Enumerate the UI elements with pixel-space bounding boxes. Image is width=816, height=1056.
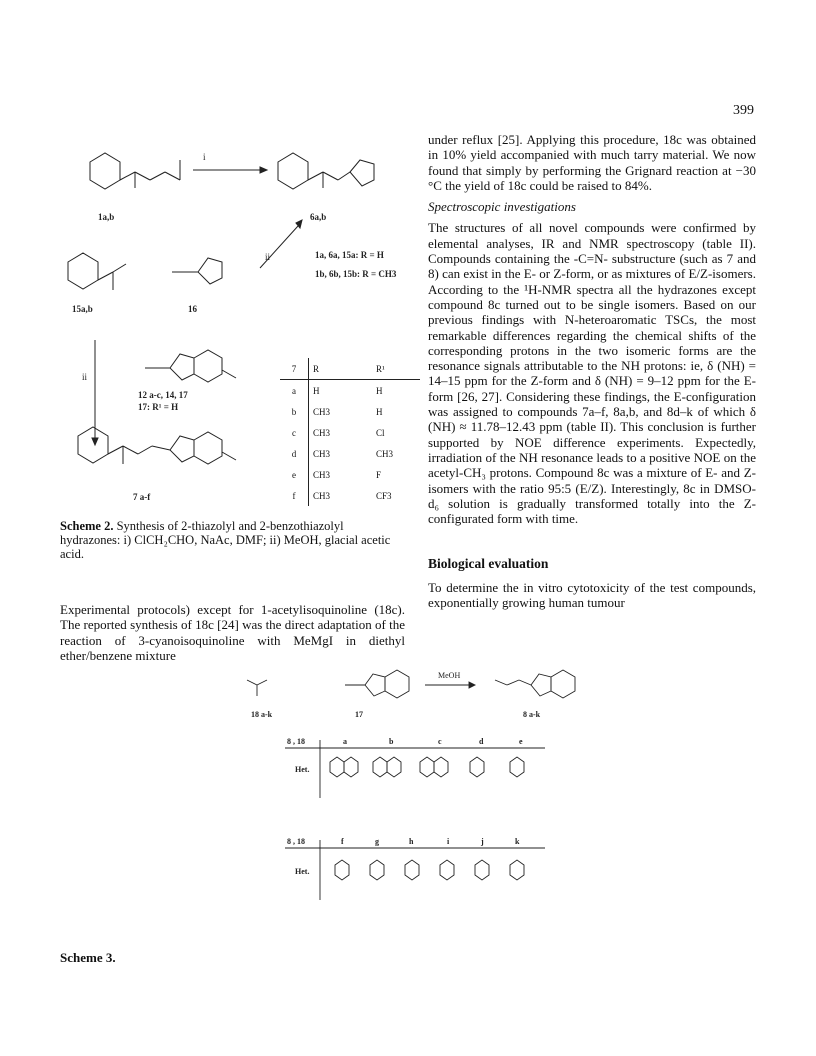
row1-header: 8 , 18 xyxy=(287,737,305,746)
compound-1ab-label: 1a,b xyxy=(98,212,115,222)
table-cell: CH3 xyxy=(376,448,394,459)
amine-label-1: 12 a-c, 14, 17 xyxy=(138,390,188,400)
col-i: i xyxy=(447,837,450,846)
bio-heading: Biological evaluation xyxy=(428,556,549,572)
step-i-label: i xyxy=(203,152,206,162)
legend-a: 1a, 6a, 15a: R = H xyxy=(315,250,384,260)
col-e: e xyxy=(519,737,523,746)
spectro-paragraph: The structures of all novel compounds were confirmed by elemental analyses, IR and NMR spectroscopy (table II). Compounds containing the -C=N- substructure (such as 7 and 8) can exist in the E- or Z-form, or as mixtures of E/Z-isomers. According to the ¹H-NMR spectra all the hydrazones except compound 8c turned out to be single isomers. Based on our previous findings with N-heteroaromatic TSCs, the most remarkable differences regarding the chemical shifts of the corresponding protons in the two isomeric forms are the resonance signals attributable to the NH protons: ie, δ (NH) = 14–15 ppm for the Z-form and δ (NH) = 9–12 ppm for the E-form [26, 27]. Considering these findings, the E-configuration was assigned to compounds 7a–f, 8a,b, and 8d–k of which δ (NH) ≈ 11.78–12.43 ppm (table II). This conclusion is further supported by NOE difference experiments. Expectedly, irradiation of the NH resonance leads to a positive NOE on the acetyl-CH₃ protons. Compound 8c was a mixture of E- and Z-isomers with the ratio 95:5 (E/Z). Interestingly, 8c in DMSO-d₆ solution is gradually transformed totally into the Z-configurated form with time. xyxy=(428,220,756,527)
table-cell: e xyxy=(280,464,309,485)
table-cell: H xyxy=(376,385,383,396)
table-header: 7 xyxy=(280,358,309,380)
compound-6ab-label: 6a,b xyxy=(310,212,327,222)
legend-b: 1b, 6b, 15b: R = CH3 xyxy=(315,269,397,279)
compound-18-label: 18 a-k xyxy=(251,710,273,719)
pyridine-ring xyxy=(90,153,120,189)
col-k: k xyxy=(515,837,520,846)
col-j: j xyxy=(481,837,484,846)
table-row xyxy=(280,401,420,422)
table-cell: H xyxy=(376,406,383,417)
left-paragraph xyxy=(60,602,405,663)
page-number: 399 xyxy=(733,103,754,118)
table-cell: CH3 xyxy=(313,469,331,480)
table-cell: CH3 xyxy=(313,490,331,501)
compound-16-label: 16 xyxy=(188,304,197,314)
reagent-label: MeOH xyxy=(438,671,461,680)
table-cell: c xyxy=(280,422,309,443)
table-cell: CH3 xyxy=(313,406,331,417)
right-top-paragraph: under reflux [25]. Applying this procedure, 18c was obtained in 10% yield accompanied with much tarry material. We now found that simply by performing the Grignard reaction at −30 °C the yield of 18c could be raised to 84%. xyxy=(428,132,756,193)
col-f: f xyxy=(341,837,344,846)
table-row xyxy=(280,422,420,443)
table-row xyxy=(280,380,420,402)
step-ii-label: ii xyxy=(265,252,271,262)
scheme-2-caption xyxy=(60,519,405,561)
left-paragraph-text: Experimental protocols) except for 1-acetylisoquinoline (18c). The reported synthesis of 18c [24] was the direct adaptation of the reaction of 3-cyanoisoquinoline with MeMgI in diethyl ether/benzene mixture xyxy=(60,602,405,663)
caption-label: Scheme 2. xyxy=(60,519,114,533)
compound-8-label: 8 a-k xyxy=(523,710,541,719)
het-label-row1: Het. xyxy=(295,765,310,774)
col-d: d xyxy=(479,737,484,746)
table-row xyxy=(280,485,420,506)
col-h: h xyxy=(409,837,414,846)
row2-header: 8 , 18 xyxy=(287,837,305,846)
table-row xyxy=(280,443,420,464)
table-cell: f xyxy=(280,485,309,506)
het-label-row2: Het. xyxy=(295,867,310,876)
col-c: c xyxy=(438,737,442,746)
table-row xyxy=(280,464,420,485)
right-column xyxy=(428,132,756,610)
caption-text: Synthesis of 2-thiazolyl and 2-benzothiazolyl hydrazones: i) ClCH₂CHO, NaAc, DMF; ii) MeOH, glacial acetic acid. xyxy=(60,519,391,561)
table-cell: H xyxy=(313,385,320,396)
table-cell: Cl xyxy=(376,427,385,438)
table-cell: b xyxy=(280,401,309,422)
compound-17-label: 17 xyxy=(355,710,363,719)
table-cell: d xyxy=(280,443,309,464)
table-cell: CH3 xyxy=(313,448,331,459)
table-cell: CH3 xyxy=(313,427,331,438)
step-ii-b-label: ii xyxy=(82,372,88,382)
col-a: a xyxy=(343,737,347,746)
spectro-subheading: Spectroscopic investigations xyxy=(428,199,576,215)
table-cell: CF3 xyxy=(376,490,392,501)
col-g: g xyxy=(375,837,379,846)
compound-7-table xyxy=(280,358,420,506)
amine-label-2: 17: R¹ = H xyxy=(138,402,179,412)
table-header: R¹ xyxy=(376,363,385,374)
bio-paragraph: To determine the in vitro cytotoxicity of the test compounds, exponentially growing human tumour xyxy=(428,579,756,611)
table-cell: a xyxy=(280,380,309,402)
compound-15ab-label: 15a,b xyxy=(72,304,93,314)
scheme-3-graphic xyxy=(225,660,625,915)
table-cell: F xyxy=(376,469,382,480)
col-b: b xyxy=(389,737,394,746)
compound-7af-label: 7 a-f xyxy=(133,492,151,502)
table-header: R xyxy=(313,363,320,374)
scheme-3-label: Scheme 3. xyxy=(60,950,116,965)
